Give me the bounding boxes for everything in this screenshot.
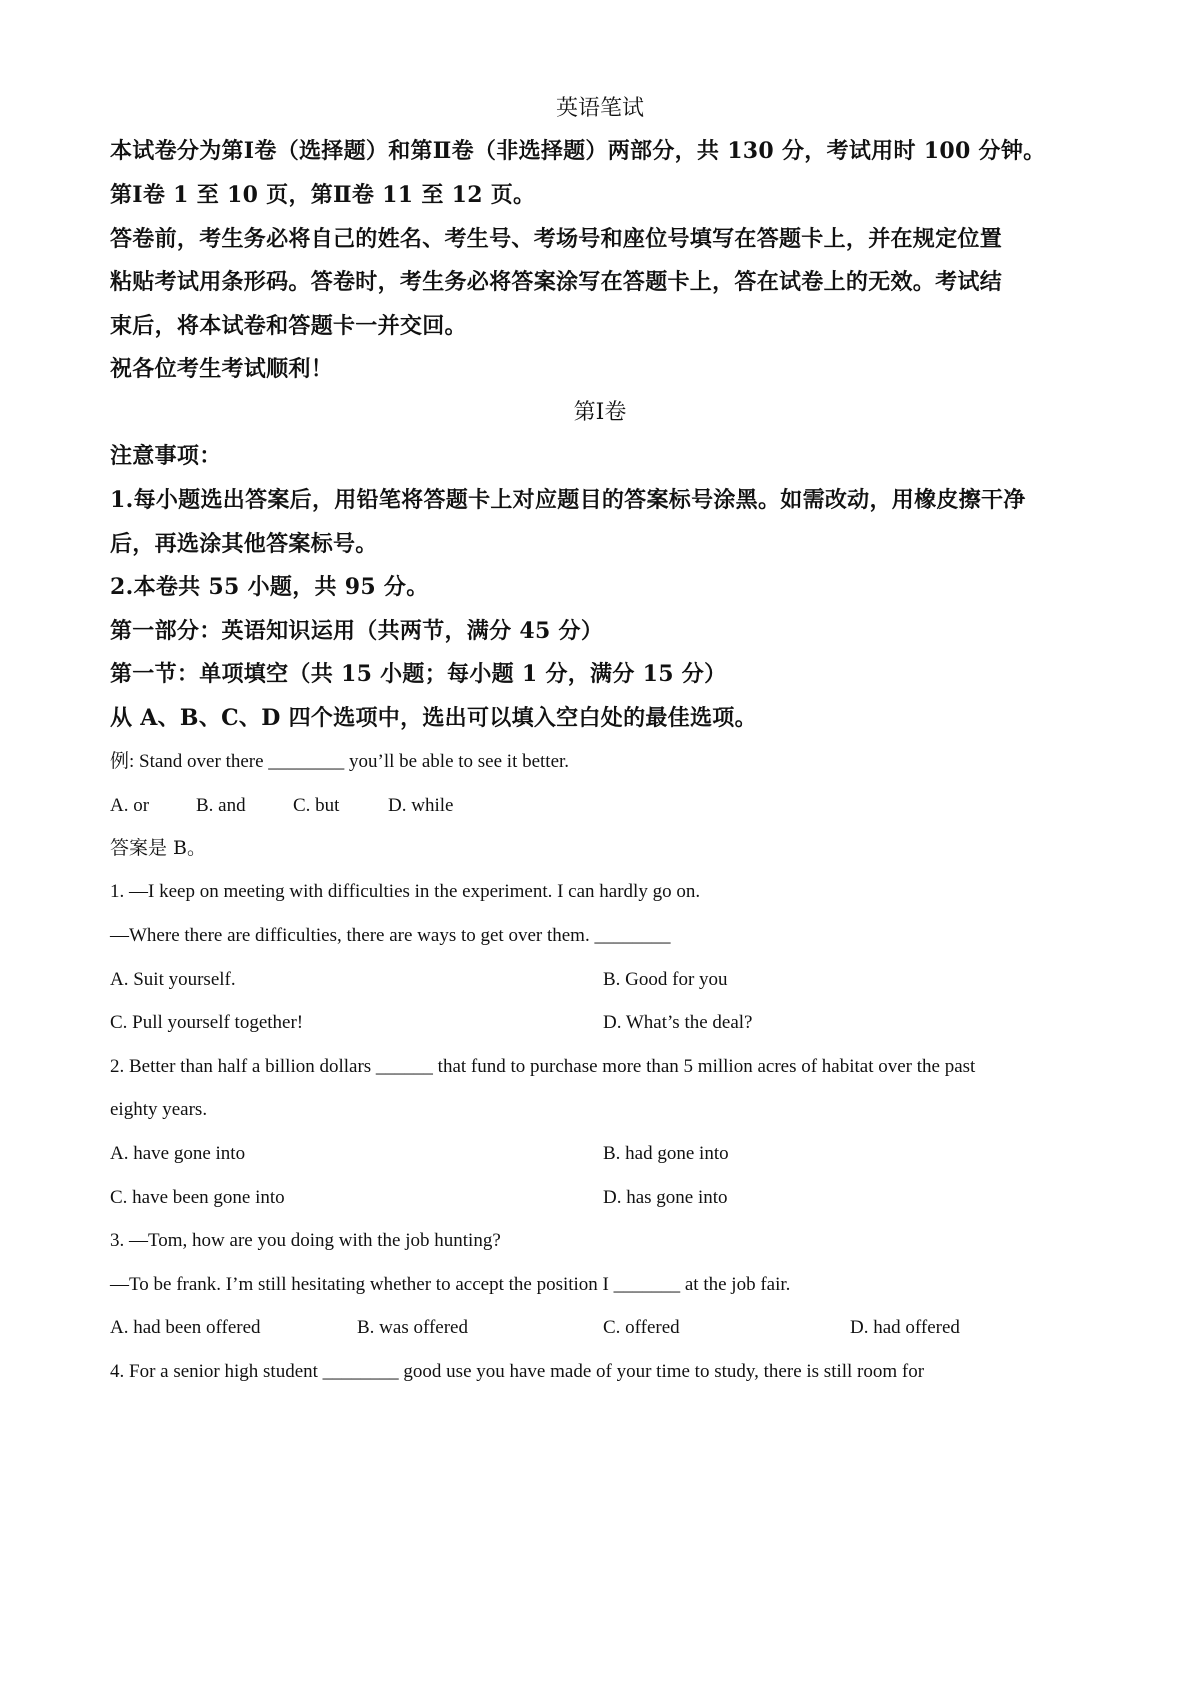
notice-1-line-2: 后，再选涂其他答案标号。 (110, 531, 378, 557)
notice-1-line-1: 1.每小题选出答案后，用铅笔将答题卡上对应题目的答案标号涂黑。如需改动，用橡皮擦干净 (110, 487, 1026, 513)
question-2-line-2: eighty years. (110, 1099, 208, 1120)
intro-line-5: 束后，将本试卷和答题卡一并交回。 (110, 313, 467, 339)
example-stem: 例: Stand over there ________ you’ll be able to see it better. (110, 751, 570, 772)
question-3-option-b: B. was offered (357, 1317, 468, 1338)
example-option-c: C. but (293, 795, 340, 816)
question-2-option-a: A. have gone into (110, 1143, 246, 1164)
question-1-option-a: A. Suit yourself. (110, 969, 236, 990)
question-1-option-c: C. Pull yourself together! (110, 1012, 304, 1033)
question-3-option-d: D. had offered (850, 1317, 960, 1338)
instruction: 从 A、B、C、D 四个选项中，选出可以填入空白处的最佳选项。 (110, 705, 757, 731)
question-2-option-b: B. had gone into (603, 1143, 729, 1164)
notice-heading: 注意事项： (110, 443, 222, 469)
question-3-line-2: —To be frank. I’m still hesitating whether to accept the position I _______ at the job fair. (110, 1274, 791, 1295)
question-4-line-1: 4. For a senior high student ________ good use you have made of your time to study, there is still room for (110, 1361, 925, 1382)
intro-line-1: 本试卷分为第Ⅰ卷（选择题）和第Ⅱ卷（非选择题）两部分，共 130 分，考试用时 100 分钟。 (110, 138, 1046, 164)
question-3-option-c: C. offered (603, 1317, 680, 1338)
intro-line-2: 第Ⅰ卷 1 至 10 页，第Ⅱ卷 11 至 12 页。 (110, 182, 536, 208)
example-option-b: B. and (196, 795, 246, 816)
intro-line-4: 粘贴考试用条形码。答卷时，考生务必将答案涂写在答题卡上，答在试卷上的无效。考试结 (110, 269, 1003, 295)
question-3-option-a: A. had been offered (110, 1317, 261, 1338)
question-2-option-c: C. have been gone into (110, 1187, 285, 1208)
part-1-heading: 第一部分：英语知识运用（共两节，满分 45 分） (110, 618, 604, 644)
example-option-d: D. while (388, 795, 454, 816)
question-1-line-2: —Where there are difficulties, there are ways to get over them. ________ (110, 925, 671, 946)
section-title: 第Ⅰ卷 (573, 400, 627, 425)
subsection-1-heading: 第一节：单项填空（共 15 小题；每小题 1 分，满分 15 分） (110, 661, 727, 687)
question-1-option-b: B. Good for you (603, 969, 728, 990)
intro-line-6: 祝各位考生考试顺利！ (110, 356, 334, 382)
question-3-line-1: 3. —Tom, how are you doing with the job hunting? (110, 1230, 501, 1251)
notice-2: 2.本卷共 55 小题，共 95 分。 (110, 574, 429, 600)
question-1-line-1: 1. —I keep on meeting with difficulties in the experiment. I can hardly go on. (110, 881, 701, 902)
exam-title: 英语笔试 (555, 96, 644, 121)
intro-line-3: 答卷前，考生务必将自己的姓名、考生号、考场号和座位号填写在答题卡上，并在规定位置 (110, 226, 1003, 252)
question-2-option-d: D. has gone into (603, 1187, 728, 1208)
question-2-line-1: 2. Better than half a billion dollars ______ that fund to purchase more than 5 million acres of habitat over the past (110, 1056, 976, 1077)
example-option-a: A. or (110, 795, 150, 816)
example-answer: 答案是 B。 (110, 837, 207, 859)
question-1-option-d: D. What’s the deal? (603, 1012, 753, 1033)
